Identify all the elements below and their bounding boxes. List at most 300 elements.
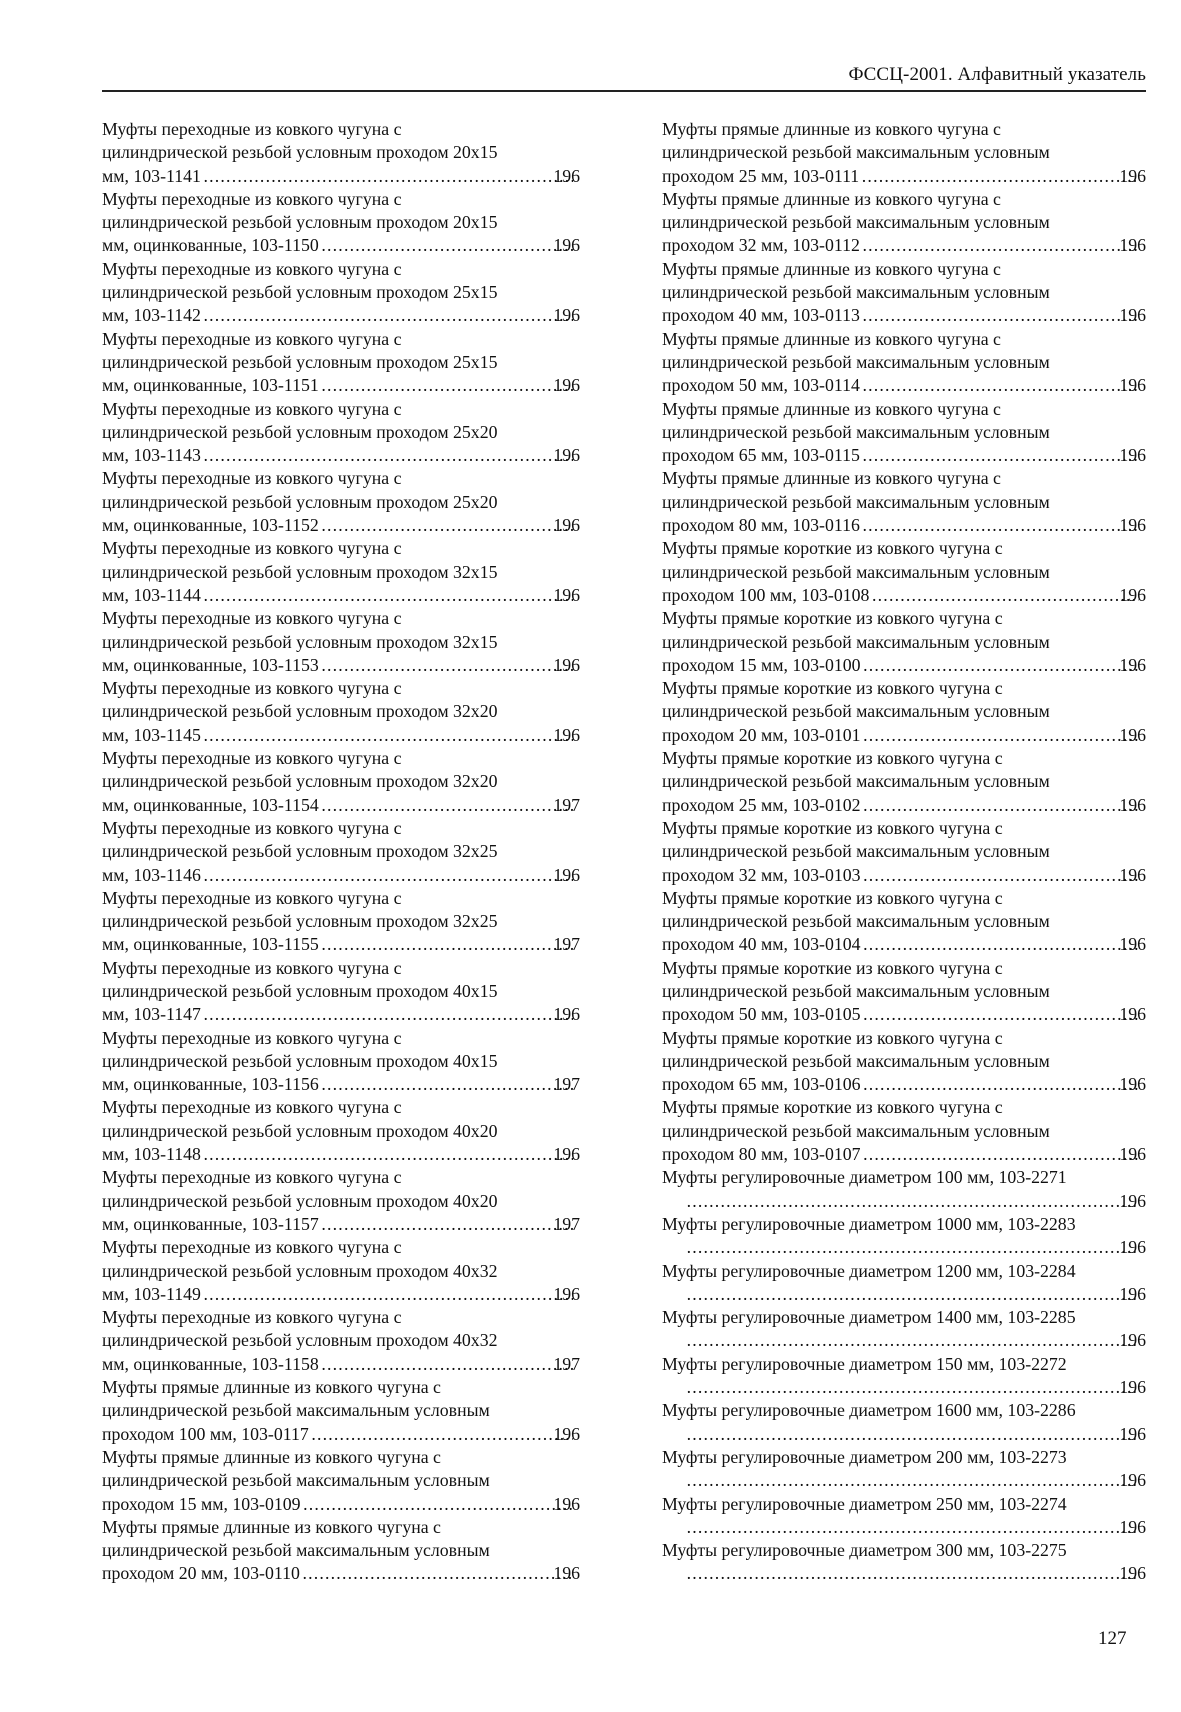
dot-leader (862, 304, 1139, 327)
dot-leader (203, 864, 573, 887)
index-entry-line: цилиндрической резьбой максимальным условным (662, 1050, 1050, 1071)
index-entry-leader-line (684, 1190, 1146, 1213)
dot-leader (203, 1283, 573, 1306)
index-entry-page: 196 (553, 1423, 580, 1444)
dot-leader (686, 1516, 1139, 1539)
index-entry-leader-line (102, 794, 580, 817)
dot-leader (871, 584, 1139, 607)
index-entry-line: цилиндрической резьбой условным проходом 20х15 (102, 212, 498, 233)
index-entry-leader-line (102, 584, 580, 607)
index-entry-line: Муфты переходные из ковкого чугуна с (102, 1237, 402, 1258)
index-entry-leader-line (102, 1213, 580, 1236)
index-entry (102, 1446, 580, 1516)
index-entry-line: цилиндрической резьбой максимальным условным (662, 351, 1050, 372)
dot-leader (686, 1329, 1139, 1352)
index-entry-code: мм, 103-1145 (102, 724, 201, 745)
dot-leader (862, 514, 1139, 537)
index-entry-line: цилиндрической резьбой максимальным условным (662, 911, 1050, 932)
index-entry-line: Муфты переходные из ковкого чугуна с (102, 258, 402, 279)
index-entry-line: цилиндрической резьбой максимальным условным (662, 142, 1050, 163)
dot-leader (863, 864, 1140, 887)
index-entry-leader-line (662, 794, 1146, 817)
index-entry-line: цилиндрической резьбой максимальным условным (662, 841, 1050, 862)
dot-leader (862, 234, 1139, 257)
dot-leader (203, 444, 573, 467)
index-entry-leader-line (684, 1236, 1146, 1259)
index-entry-line: Муфты прямые короткие из ковкого чугуна с (662, 817, 1003, 838)
index-entry-page: 197 (553, 1213, 580, 1234)
dot-leader (686, 1236, 1139, 1259)
index-entry (102, 1376, 580, 1446)
page-header (102, 64, 1146, 92)
index-entry-code: мм, оцинкованные, 103-1155 (102, 934, 319, 955)
index-entry-code: мм, 103-1141 (102, 165, 201, 186)
dot-leader (311, 1423, 574, 1446)
index-entry-line: цилиндрической резьбой условным проходом 32х15 (102, 631, 498, 652)
dot-leader (686, 1190, 1139, 1213)
index-entry-page: 196 (1119, 1330, 1146, 1351)
index-entry (662, 747, 1146, 817)
index-entry-page: 196 (1119, 1516, 1146, 1537)
index-entry-line: цилиндрической резьбой условным проходом 40х15 (102, 980, 498, 1001)
dot-leader (203, 304, 573, 327)
dot-leader (203, 1143, 573, 1166)
index-entry-leader-line (102, 933, 580, 956)
index-entry-page: 196 (1119, 864, 1146, 885)
index-entry-leader-line (102, 1143, 580, 1166)
index-entry-line: Муфты прямые длинные из ковкого чугуна с (662, 328, 1001, 349)
index-entry-code: мм, оцинкованные, 103-1153 (102, 654, 319, 675)
index-entry-line: цилиндрической резьбой условным проходом 40х20 (102, 1120, 498, 1141)
index-entry (102, 467, 580, 537)
index-entry-page: 196 (1119, 1237, 1146, 1258)
dot-leader (686, 1562, 1139, 1585)
index-entry-leader-line (102, 165, 580, 188)
index-entry (102, 537, 580, 607)
index-entry-page: 196 (1119, 1190, 1146, 1211)
index-entry-line: Муфты регулировочные диаметром 100 мм, 103-2271 (662, 1167, 1067, 1188)
index-entry (662, 677, 1146, 747)
index-entry-code: проходом 80 мм, 103-0116 (662, 515, 860, 536)
index-entry-code: проходом 40 мм, 103-0104 (662, 934, 861, 955)
index-entry-code: мм, 103-1148 (102, 1144, 201, 1165)
index-entry-leader-line (102, 1423, 580, 1446)
index-entry-line: Муфты прямые длинные из ковкого чугуна с (102, 1516, 441, 1537)
index-entry-page: 196 (1119, 584, 1146, 605)
index-entry-page: 196 (1119, 375, 1146, 396)
index-entry-line: Муфты регулировочные диаметром 1000 мм, 103-2283 (662, 1213, 1076, 1234)
index-entry-line: Муфты регулировочные диаметром 1400 мм, 103-2285 (662, 1307, 1076, 1328)
index-entry-code: проходом 65 мм, 103-0115 (662, 445, 860, 466)
index-entry (102, 258, 580, 328)
index-entry-line: Муфты переходные из ковкого чугуна с (102, 1307, 402, 1328)
index-entry (102, 118, 580, 188)
dot-leader (203, 1003, 573, 1026)
index-entry-code: мм, оцинкованные, 103-1152 (102, 515, 319, 536)
index-entry-leader-line (684, 1329, 1146, 1352)
index-entry (102, 1166, 580, 1236)
index-entry-line: Муфты регулировочные диаметром 300 мм, 103-2275 (662, 1540, 1067, 1561)
index-entry-leader-line (102, 1493, 580, 1516)
index-entry-leader-line (662, 374, 1146, 397)
index-entry-page: 196 (1119, 934, 1146, 955)
index-entry-code: мм, оцинкованные, 103-1151 (102, 375, 319, 396)
index-entry-line: Муфты регулировочные диаметром 1600 мм, 103-2286 (662, 1400, 1076, 1421)
index-entry (662, 328, 1146, 398)
index-entry (662, 1260, 1146, 1307)
dot-leader (321, 933, 574, 956)
index-entry-leader-line (662, 304, 1146, 327)
index-entry-line: цилиндрической резьбой условным проходом 32х20 (102, 701, 498, 722)
index-entry-page: 196 (1119, 1470, 1146, 1491)
index-entry-line: цилиндрической резьбой максимальным условным (102, 1400, 490, 1421)
index-entry-line: цилиндрической резьбой максимальным условным (662, 1120, 1050, 1141)
index-entry-leader-line (684, 1376, 1146, 1399)
index-entry-line: цилиндрической резьбой максимальным условным (662, 212, 1050, 233)
dot-leader (862, 444, 1139, 467)
index-entry-code: проходом 25 мм, 103-0111 (662, 165, 860, 186)
index-entry-code: мм, оцинкованные, 103-1158 (102, 1353, 319, 1374)
index-entry-line: цилиндрической резьбой условным проходом 40х20 (102, 1190, 498, 1211)
dot-leader (863, 1143, 1140, 1166)
index-entry-line: Муфты прямые длинные из ковкого чугуна с (662, 468, 1001, 489)
index-entry-page: 196 (553, 1144, 580, 1165)
index-entry (662, 887, 1146, 957)
dot-leader (862, 374, 1139, 397)
index-entry-line: Муфты переходные из ковкого чугуна с (102, 398, 402, 419)
index-entry-line: Муфты прямые короткие из ковкого чугуна с (662, 1027, 1003, 1048)
index-entry (662, 1096, 1146, 1166)
dot-leader (321, 1213, 574, 1236)
index-entry-leader-line (662, 933, 1146, 956)
index-entry-page: 196 (553, 515, 580, 536)
index-entry-line: цилиндрической резьбой максимальным условным (662, 771, 1050, 792)
index-entry-code: мм, 103-1144 (102, 584, 201, 605)
index-entry-code: проходом 15 мм, 103-0109 (102, 1493, 301, 1514)
index-entry-leader-line (102, 1283, 580, 1306)
index-entry (662, 118, 1146, 188)
index-entry-page: 196 (553, 375, 580, 396)
index-entry-line: Муфты переходные из ковкого чугуна с (102, 538, 402, 559)
index-entry (662, 607, 1146, 677)
index-entry-leader-line (102, 304, 580, 327)
index-entry-code: проходом 15 мм, 103-0100 (662, 654, 861, 675)
index-entry-line: Муфты переходные из ковкого чугуна с (102, 957, 402, 978)
index-entry-line: Муфты прямые длинные из ковкого чугуна с (662, 258, 1001, 279)
page-number: 127 (1098, 1628, 1127, 1649)
index-entry-line: цилиндрической резьбой максимальным условным (102, 1470, 490, 1491)
index-entry-leader-line (662, 864, 1146, 887)
index-entry-leader-line (102, 724, 580, 747)
index-entry (662, 1493, 1146, 1540)
index-entry (662, 1353, 1146, 1400)
dot-leader (321, 1073, 574, 1096)
index-entry-line: Муфты прямые короткие из ковкого чугуна с (662, 1097, 1003, 1118)
index-entry-leader-line (102, 1562, 580, 1585)
index-entry-leader-line (102, 444, 580, 467)
index-entry-code: проходом 20 мм, 103-0110 (102, 1563, 300, 1584)
index-entry-line: Муфты прямые короткие из ковкого чугуна с (662, 748, 1003, 769)
index-entry-page: 196 (1119, 1283, 1146, 1304)
dot-leader (686, 1469, 1139, 1492)
index-entry (102, 957, 580, 1027)
index-entry-page: 196 (1119, 1423, 1146, 1444)
index-entry-page: 196 (1119, 235, 1146, 256)
dot-leader (321, 1353, 574, 1376)
dot-leader (203, 584, 573, 607)
dot-leader (321, 654, 574, 677)
index-entry-page: 196 (1119, 305, 1146, 326)
dot-leader (321, 514, 574, 537)
index-entry-line: Муфты прямые короткие из ковкого чугуна с (662, 678, 1003, 699)
index-entry (102, 328, 580, 398)
index-entry-code: проходом 50 мм, 103-0114 (662, 375, 860, 396)
index-entry-code: мм, 103-1149 (102, 1283, 201, 1304)
index-entry-page: 197 (553, 794, 580, 815)
index-entry-line: Муфты переходные из ковкого чугуна с (102, 328, 402, 349)
index-entry-line: Муфты регулировочные диаметром 250 мм, 103-2274 (662, 1493, 1067, 1514)
index-entry-line: Муфты прямые длинные из ковкого чугуна с (102, 1377, 441, 1398)
header-rule (102, 90, 1146, 92)
index-entry-page: 196 (1119, 724, 1146, 745)
index-entry-line: цилиндрической резьбой условным проходом 25х15 (102, 282, 498, 303)
index-entry-line: Муфты прямые короткие из ковкого чугуна с (662, 538, 1003, 559)
index-entry-leader-line (662, 654, 1146, 677)
index-entry (662, 1399, 1146, 1446)
index-entry-code: проходом 80 мм, 103-0107 (662, 1144, 861, 1165)
index-entry-line: Муфты переходные из ковкого чугуна с (102, 468, 402, 489)
index-entry (662, 258, 1146, 328)
dot-leader (203, 165, 573, 188)
index-entry-leader-line (662, 444, 1146, 467)
index-entry-leader-line (662, 514, 1146, 537)
index-entry-code: проходом 32 мм, 103-0103 (662, 864, 861, 885)
index-entry-page: 196 (1119, 1074, 1146, 1095)
index-entry-leader-line (684, 1283, 1146, 1306)
index-entry-code: мм, 103-1143 (102, 445, 201, 466)
index-entry-code: мм, оцинкованные, 103-1157 (102, 1213, 319, 1234)
index-entry (102, 1096, 580, 1166)
index-entry-page: 196 (553, 654, 580, 675)
dot-leader (863, 1003, 1140, 1026)
dot-leader (686, 1283, 1139, 1306)
index-entry-leader-line (684, 1562, 1146, 1585)
index-entry (662, 1306, 1146, 1353)
index-entry-leader-line (684, 1469, 1146, 1492)
index-entry-line: цилиндрической резьбой максимальным условным (662, 701, 1050, 722)
index-entry (662, 1213, 1146, 1260)
index-entry (102, 1516, 580, 1586)
index-entry-line: Муфты прямые длинные из ковкого чугуна с (102, 1446, 441, 1467)
dot-leader (861, 165, 1139, 188)
index-entry-leader-line (102, 234, 580, 257)
index-entry-page: 196 (553, 1563, 580, 1584)
index-entry (102, 188, 580, 258)
index-entry-line: Муфты прямые длинные из ковкого чугуна с (662, 119, 1001, 139)
index-entry-line: цилиндрической резьбой максимальным условным (662, 421, 1050, 442)
index-entry-page: 196 (1119, 1144, 1146, 1165)
index-entry-leader-line (102, 654, 580, 677)
index-entry-page: 196 (553, 305, 580, 326)
index-entry-line: Муфты переходные из ковкого чугуна с (102, 1097, 402, 1118)
index-entry (662, 1027, 1146, 1097)
index-entry (102, 887, 580, 957)
index-entry-line: цилиндрической резьбой условным проходом 32х25 (102, 841, 498, 862)
index-entry-line: цилиндрической резьбой условным проходом 20х15 (102, 142, 498, 163)
index-entry (662, 398, 1146, 468)
index-entry-code: проходом 32 мм, 103-0112 (662, 235, 860, 256)
index-entry-page: 196 (1119, 165, 1146, 186)
index-entry-page: 196 (553, 445, 580, 466)
index-entry-leader-line (102, 1353, 580, 1376)
dot-leader (321, 794, 574, 817)
dot-leader (321, 234, 574, 257)
index-entry-code: проходом 100 мм, 103-0117 (102, 1423, 309, 1444)
index-entry (102, 747, 580, 817)
index-entry-code: мм, 103-1146 (102, 864, 201, 885)
index-entry-page: 196 (1119, 1377, 1146, 1398)
index-entry-leader-line (684, 1516, 1146, 1539)
index-entry-page: 196 (553, 724, 580, 745)
index-entry-line: цилиндрической резьбой условным проходом 25х20 (102, 421, 498, 442)
index-entry-code: проходом 50 мм, 103-0105 (662, 1004, 861, 1025)
index-entry-line: цилиндрической резьбой максимальным условным (662, 980, 1050, 1001)
index-entry-page: 196 (553, 864, 580, 885)
index-entry-line: Муфты переходные из ковкого чугуна с (102, 748, 402, 769)
index-entry-leader-line (662, 1003, 1146, 1026)
index-entry (662, 957, 1146, 1027)
index-entry-page: 196 (1119, 1563, 1146, 1584)
index-entry-line: Муфты регулировочные диаметром 150 мм, 103-2272 (662, 1353, 1067, 1374)
index-entry-line: Муфты прямые короткие из ковкого чугуна с (662, 608, 1003, 629)
dot-leader (863, 933, 1140, 956)
index-entry-line: Муфты переходные из ковкого чугуна с (102, 1027, 402, 1048)
index-entry-line: Муфты прямые длинные из ковкого чугуна с (662, 398, 1001, 419)
index-entry-line: Муфты прямые короткие из ковкого чугуна с (662, 887, 1003, 908)
index-entry-code: мм, оцинкованные, 103-1154 (102, 794, 319, 815)
dot-leader (303, 1493, 574, 1516)
index-entry-code: проходом 20 мм, 103-0101 (662, 724, 861, 745)
index-entry (102, 1236, 580, 1306)
index-entry-line: Муфты переходные из ковкого чугуна с (102, 678, 402, 699)
index-entry (102, 1306, 580, 1376)
index-entry (662, 537, 1146, 607)
index-entry-page: 196 (553, 1493, 580, 1514)
dot-leader (863, 794, 1140, 817)
dot-leader (686, 1423, 1139, 1446)
index-entry-line: Муфты прямые длинные из ковкого чугуна с (662, 188, 1001, 209)
index-entry-leader-line (102, 374, 580, 397)
index-entry-leader-line (102, 864, 580, 887)
dot-leader (203, 724, 573, 747)
index-entry-line: Муфты переходные из ковкого чугуна с (102, 119, 402, 139)
dot-leader (321, 374, 574, 397)
index-entry-line: Муфты переходные из ковкого чугуна с (102, 887, 402, 908)
index-entry (662, 467, 1146, 537)
index-entry-line: Муфты переходные из ковкого чугуна с (102, 1167, 402, 1188)
index-entry (662, 1446, 1146, 1493)
index-entry (102, 817, 580, 887)
index-entry-code: проходом 40 мм, 103-0113 (662, 305, 860, 326)
index-entry-page: 196 (553, 235, 580, 256)
index-entry-line: Муфты регулировочные диаметром 1200 мм, 103-2284 (662, 1260, 1076, 1281)
index-entry-line: цилиндрической резьбой условным проходом 32х20 (102, 771, 498, 792)
index-entry-leader-line (662, 584, 1146, 607)
index-entry (662, 1539, 1146, 1586)
dot-leader (863, 654, 1140, 677)
index-entry-code: проходом 100 мм, 103-0108 (662, 584, 870, 605)
index-entry-page: 196 (1119, 1004, 1146, 1025)
index-entry-line: цилиндрической резьбой максимальным условным (662, 561, 1050, 582)
header-title: ФССЦ-2001. Алфавитный указатель (848, 64, 1146, 85)
index-entry-leader-line (102, 1003, 580, 1026)
index-entry-line: цилиндрической резьбой максимальным условным (662, 631, 1050, 652)
index-entry-line: цилиндрической резьбой условным проходом 32х15 (102, 561, 498, 582)
index-entry-page: 196 (1119, 654, 1146, 675)
index-entry-code: мм, 103-1142 (102, 305, 201, 326)
index-entry-line: цилиндрической резьбой максимальным условным (102, 1540, 490, 1561)
index-entry-page: 196 (553, 165, 580, 186)
index-entry-page: 197 (553, 1074, 580, 1095)
index-entry-code: мм, оцинкованные, 103-1150 (102, 235, 319, 256)
index-entry-page: 196 (553, 584, 580, 605)
index-entry-line: цилиндрической резьбой условным проходом 40х32 (102, 1260, 498, 1281)
index-entry-leader-line (102, 1073, 580, 1096)
index-entry-page: 197 (553, 934, 580, 955)
index-entry (102, 607, 580, 677)
index-entry (102, 398, 580, 468)
index-entry-line: цилиндрической резьбой максимальным условным (662, 491, 1050, 512)
dot-leader (863, 1073, 1140, 1096)
index-entry-leader-line (662, 1143, 1146, 1166)
index-entry-line: цилиндрической резьбой условным проходом 25х20 (102, 491, 498, 512)
index-entry-line: Муфты переходные из ковкого чугуна с (102, 817, 402, 838)
index-column-right (662, 118, 1146, 1586)
index-entry (662, 1166, 1146, 1213)
dot-leader (686, 1376, 1139, 1399)
index-entry-line: цилиндрической резьбой условным проходом 40х32 (102, 1330, 498, 1351)
index-entry (662, 188, 1146, 258)
index-entry-code: проходом 25 мм, 103-0102 (662, 794, 861, 815)
index-entry (102, 1027, 580, 1097)
index-entry-line: Муфты переходные из ковкого чугуна с (102, 608, 402, 629)
index-entry-leader-line (684, 1423, 1146, 1446)
index-entry-leader-line (662, 724, 1146, 747)
index-entry-line: цилиндрической резьбой условным проходом 32х25 (102, 911, 498, 932)
index-entry (662, 817, 1146, 887)
dot-leader (863, 724, 1140, 747)
index-entry-leader-line (662, 165, 1146, 188)
index-entry-page: 196 (1119, 515, 1146, 536)
index-entry-page: 196 (553, 1004, 580, 1025)
dot-leader (302, 1562, 573, 1585)
index-entry-line: цилиндрической резьбой максимальным условным (662, 282, 1050, 303)
index-entry-page: 196 (553, 1283, 580, 1304)
index-entry-leader-line (662, 234, 1146, 257)
index-entry-code: проходом 65 мм, 103-0106 (662, 1074, 861, 1095)
index-entry-page: 196 (1119, 445, 1146, 466)
index-entry-leader-line (102, 514, 580, 537)
index-entry (102, 677, 580, 747)
index-column-left (102, 118, 580, 1586)
index-entry-code: мм, оцинкованные, 103-1156 (102, 1074, 319, 1095)
index-entry-leader-line (662, 1073, 1146, 1096)
index-entry-line: Муфты прямые короткие из ковкого чугуна с (662, 957, 1003, 978)
index-entry-page: 197 (553, 1353, 580, 1374)
index-entry-line: цилиндрической резьбой условным проходом 25х15 (102, 351, 498, 372)
index-entry-line: Муфты переходные из ковкого чугуна с (102, 188, 402, 209)
index-entry-line: Муфты регулировочные диаметром 200 мм, 103-2273 (662, 1446, 1067, 1467)
